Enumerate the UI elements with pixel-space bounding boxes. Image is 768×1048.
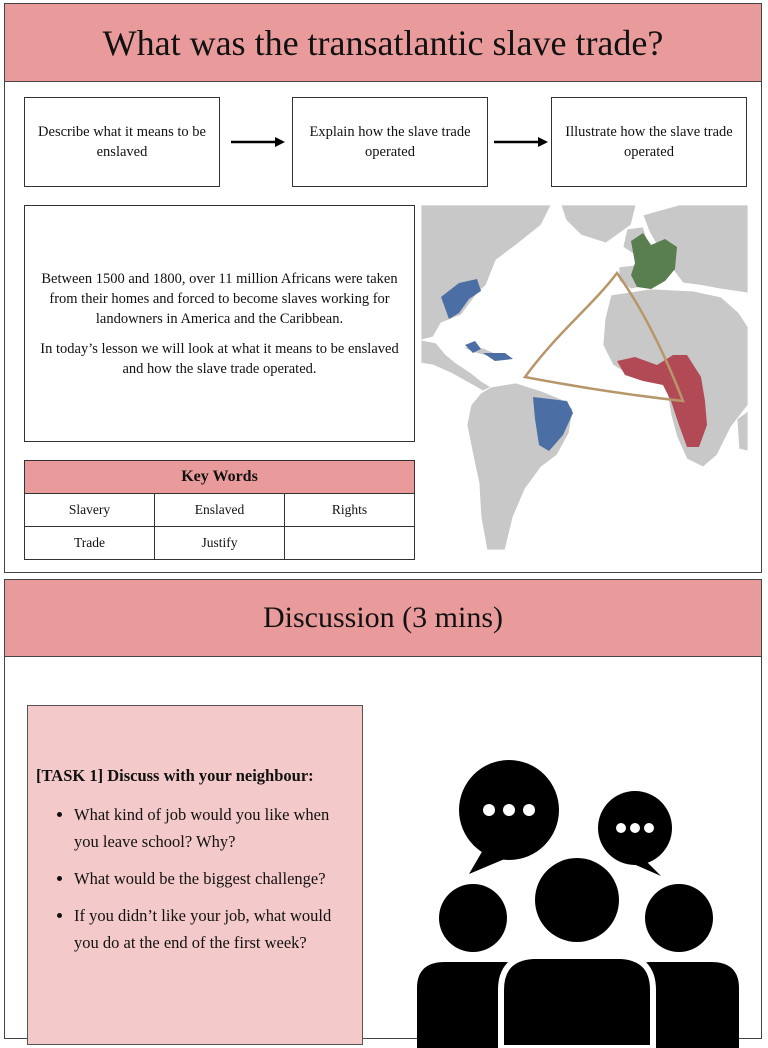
table-row bbox=[25, 494, 415, 527]
task-box bbox=[27, 705, 363, 1045]
intro-paragraph: In today’s lesson we will look at what it means to be enslaved and how the slave trade operated. bbox=[40, 340, 399, 377]
slide-title: What was the transatlantic slave trade? bbox=[5, 4, 761, 82]
key-words-table bbox=[24, 460, 415, 560]
key-word: Slavery bbox=[25, 494, 155, 527]
list-item: • What would be the biggest challenge? bbox=[74, 865, 350, 892]
table-row bbox=[25, 527, 415, 560]
arrow-right-icon bbox=[494, 134, 548, 150]
slide-title: Discussion (3 mins) bbox=[5, 580, 761, 657]
task-heading: [TASK 1] Discuss with your neighbour: bbox=[36, 766, 314, 785]
arrow-right-icon bbox=[231, 134, 285, 150]
task-list bbox=[36, 801, 350, 956]
list-item: • If you didn’t like your job, what would you do at the end of the first week? bbox=[74, 902, 350, 956]
intro-paragraph: Between 1500 and 1800, over 11 million Africans were taken from their homes and forced to become slaves working for landowners in America and the Caribbean. bbox=[41, 270, 398, 327]
slide-discussion bbox=[4, 579, 762, 1039]
key-word: Enslaved bbox=[155, 494, 285, 527]
intro-text-box bbox=[24, 205, 415, 442]
key-words-heading: Key Words bbox=[25, 461, 415, 494]
objective-describe: Describe what it means to be enslaved bbox=[24, 97, 220, 187]
objective-illustrate: Illustrate how the slave trade operated bbox=[551, 97, 747, 187]
list-item: • What kind of job would you like when you leave school? Why? bbox=[74, 801, 350, 855]
objective-explain: Explain how the slave trade operated bbox=[292, 97, 488, 187]
key-word: Rights bbox=[285, 494, 415, 527]
group-discussion-icon bbox=[409, 758, 745, 1048]
triangular-trade-map bbox=[421, 205, 748, 550]
key-word bbox=[285, 527, 415, 560]
slide-transatlantic-slave-trade bbox=[4, 3, 762, 573]
key-word: Justify bbox=[155, 527, 285, 560]
key-word: Trade bbox=[25, 527, 155, 560]
